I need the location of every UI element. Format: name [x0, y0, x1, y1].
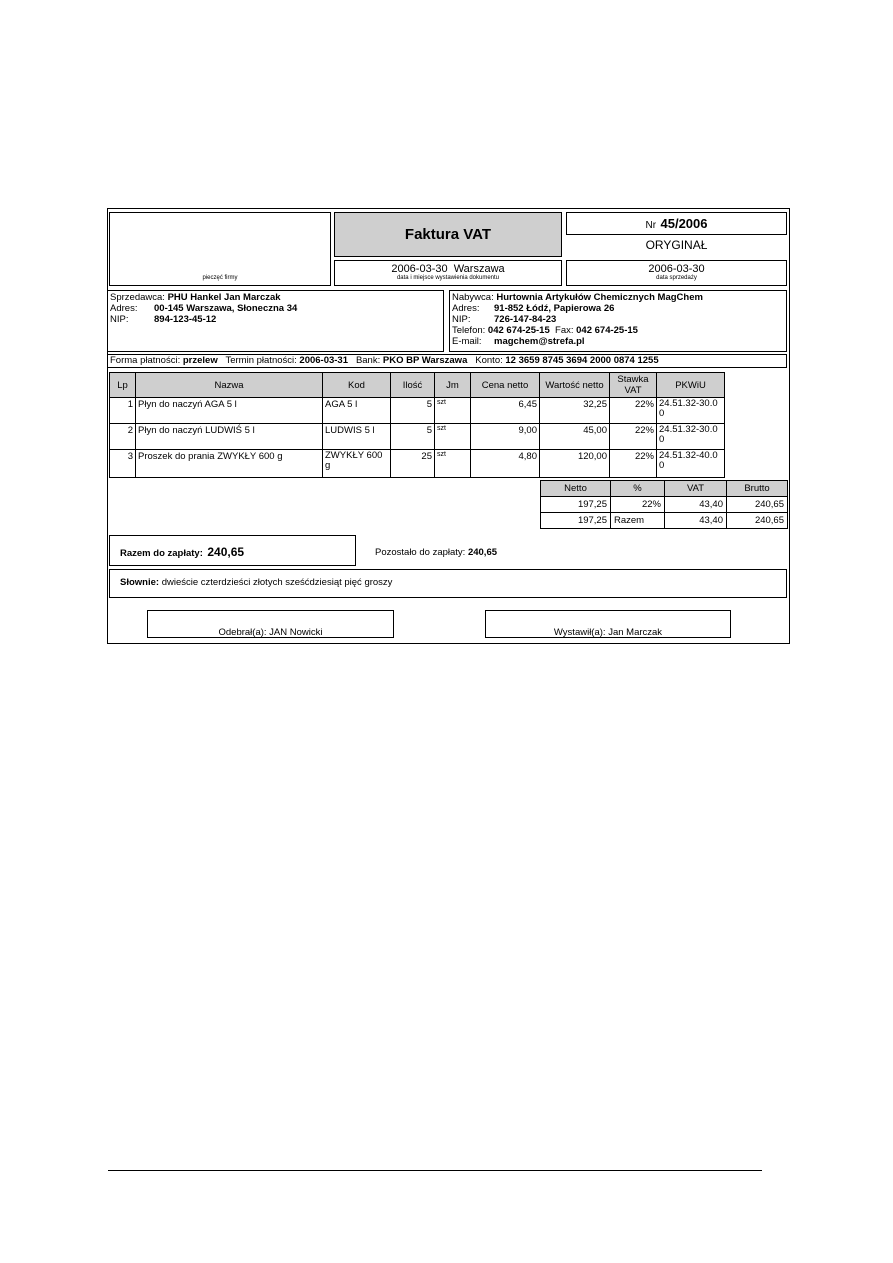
buyer-fax: 042 674-25-15	[576, 325, 638, 336]
total-gross: 240,65	[727, 513, 788, 529]
header-pkwiu: PKWiU	[657, 373, 725, 398]
table-row	[110, 424, 725, 450]
row-qty: 5	[391, 398, 435, 424]
row-price: 4,80	[471, 450, 540, 478]
summary-percent: 22%	[611, 497, 665, 513]
issue-date-box	[334, 260, 562, 286]
buyer-nip-label: NIP:	[452, 314, 471, 325]
row-qty: 25	[391, 450, 435, 478]
row-price: 9,00	[471, 424, 540, 450]
row-name: Płyn do naczyń AGA 5 l	[136, 398, 323, 424]
seller-name: PHU Hankel Jan Marczak	[167, 292, 281, 303]
seller-box	[107, 290, 444, 352]
payment-bank-label: Bank:	[355, 355, 381, 366]
words-label: Słownie:	[120, 577, 160, 588]
row-rate: 22%	[610, 450, 657, 478]
buyer-nip: 726-147-84-23	[494, 314, 557, 325]
header-name: Nazwa	[136, 373, 323, 398]
payment-row	[107, 354, 787, 368]
received-by: Odebrał(a): JAN Nowicki	[218, 627, 323, 638]
summary-header-percent: %	[611, 481, 665, 497]
sale-date-box	[566, 260, 787, 286]
header-qty: Ilość	[391, 373, 435, 398]
table-row	[110, 450, 725, 478]
invoice-title: Faktura VAT	[404, 226, 492, 243]
amount-due-box	[109, 535, 356, 566]
row-pkwiu: 24.51.32-30.00	[657, 398, 725, 424]
row-price: 6,45	[471, 398, 540, 424]
header-value: Wartość netto	[540, 373, 610, 398]
buyer-address: 91-852 Łódź, Papierowa 26	[494, 303, 615, 314]
header-price: Cena netto	[471, 373, 540, 398]
summary-gross: 240,65	[727, 497, 788, 513]
summary-row	[541, 497, 788, 513]
payment-form-label: Forma płatności:	[110, 355, 181, 366]
header-lp: Lp	[110, 373, 136, 398]
summary-header-vat: VAT	[665, 481, 727, 497]
seller-nip-label: NIP:	[110, 314, 129, 325]
row-lp: 1	[110, 398, 136, 424]
row-lp: 2	[110, 424, 136, 450]
row-unit: szt	[435, 424, 471, 450]
amount-in-words-box	[109, 569, 787, 598]
seller-nip: 894-123-45-12	[154, 314, 217, 325]
remaining-label: Pozostało do zapłaty:	[375, 547, 466, 558]
invoice-title-box	[334, 212, 562, 257]
row-pkwiu: 24.51.32-40.00	[657, 450, 725, 478]
row-rate: 22%	[610, 398, 657, 424]
issued-by: Wystawił(a): Jan Marczak	[553, 627, 663, 638]
payment-account-label: Konto:	[475, 355, 503, 366]
sale-date-caption: data sprzedaży	[656, 275, 697, 281]
total-label: Razem	[611, 513, 665, 529]
total-vat: 43,40	[665, 513, 727, 529]
buyer-label: Nabywca:	[452, 292, 494, 303]
row-code: LUDWIS 5 l	[323, 424, 391, 450]
row-value: 32,25	[540, 398, 610, 424]
issued-signature-box	[485, 610, 731, 638]
buyer-phone: 042 674-25-15	[487, 325, 550, 336]
buyer-name: Hurtownia Artykułów Chemicznych MagChem	[496, 292, 703, 303]
header-rate: Stawka VAT	[610, 373, 657, 398]
buyer-box	[449, 290, 787, 352]
buyer-fax-label: Fax:	[555, 325, 574, 336]
header-unit: Jm	[435, 373, 471, 398]
items-table	[109, 372, 725, 478]
row-lp: 3	[110, 450, 136, 478]
issue-date-caption: data i miejsce wystawienia dokumentu	[396, 275, 500, 281]
remaining-due	[375, 547, 497, 558]
row-unit: szt	[435, 450, 471, 478]
payment-account: 12 3659 8745 3694 2000 0874 1255	[505, 355, 659, 366]
copy-type: ORYGINAŁ	[645, 238, 708, 252]
invoice-number: 45/2006	[660, 216, 708, 231]
header-code: Kod	[323, 373, 391, 398]
summary-net: 197,25	[541, 497, 611, 513]
row-value: 120,00	[540, 450, 610, 478]
summary-header-net: Netto	[541, 481, 611, 497]
issue-date-place: 2006-03-30 Warszawa	[391, 263, 505, 275]
seller-address-label: Adres:	[110, 303, 138, 314]
table-row	[110, 398, 725, 424]
invoice-number-box	[566, 212, 787, 235]
items-header-row	[110, 373, 725, 398]
row-name: Proszek do prania ZWYKŁY 600 g	[136, 450, 323, 478]
seller-label: Sprzedawca:	[110, 292, 165, 303]
buyer-address-label: Adres:	[452, 303, 480, 314]
amount-due: 240,65	[207, 545, 245, 559]
invoice-number-prefix: Nr	[645, 220, 657, 231]
seller-address: 00-145 Warszawa, Słoneczna 34	[154, 303, 298, 314]
row-rate: 22%	[610, 424, 657, 450]
received-signature-box	[147, 610, 394, 638]
row-unit: szt	[435, 398, 471, 424]
row-code: AGA 5 l	[323, 398, 391, 424]
summary-header-gross: Brutto	[727, 481, 788, 497]
summary-total-row	[541, 513, 788, 529]
amount-due-label: Razem do zapłaty:	[120, 548, 203, 559]
total-net: 197,25	[541, 513, 611, 529]
row-name: Płyn do naczyń LUDWIŚ 5 l	[136, 424, 323, 450]
summary-vat: 43,40	[665, 497, 727, 513]
remaining-amount: 240,65	[467, 547, 498, 558]
row-pkwiu: 24.51.32-30.00	[657, 424, 725, 450]
buyer-email-label: E-mail:	[452, 336, 482, 347]
vat-summary-table	[540, 480, 788, 529]
summary-header-row	[541, 481, 788, 497]
row-qty: 5	[391, 424, 435, 450]
amount-in-words: dwieście czterdzieści złotych sześćdziesiąt pięć groszy	[161, 577, 393, 588]
payment-bank: PKO BP Warszawa	[382, 355, 468, 366]
footer-divider	[108, 1170, 762, 1171]
sale-date: 2006-03-30	[648, 263, 705, 275]
payment-due: 2006-03-31	[299, 355, 349, 366]
company-stamp-caption: pieczęć firmy	[202, 275, 238, 281]
payment-form: przelew	[182, 355, 218, 366]
company-stamp-box	[109, 212, 331, 286]
buyer-phone-label: Telefon:	[452, 325, 486, 336]
payment-due-label: Termin płatności:	[225, 355, 297, 366]
buyer-email: magchem@strefa.pl	[494, 336, 585, 347]
row-code: ZWYKŁY 600 g	[323, 450, 391, 478]
row-value: 45,00	[540, 424, 610, 450]
